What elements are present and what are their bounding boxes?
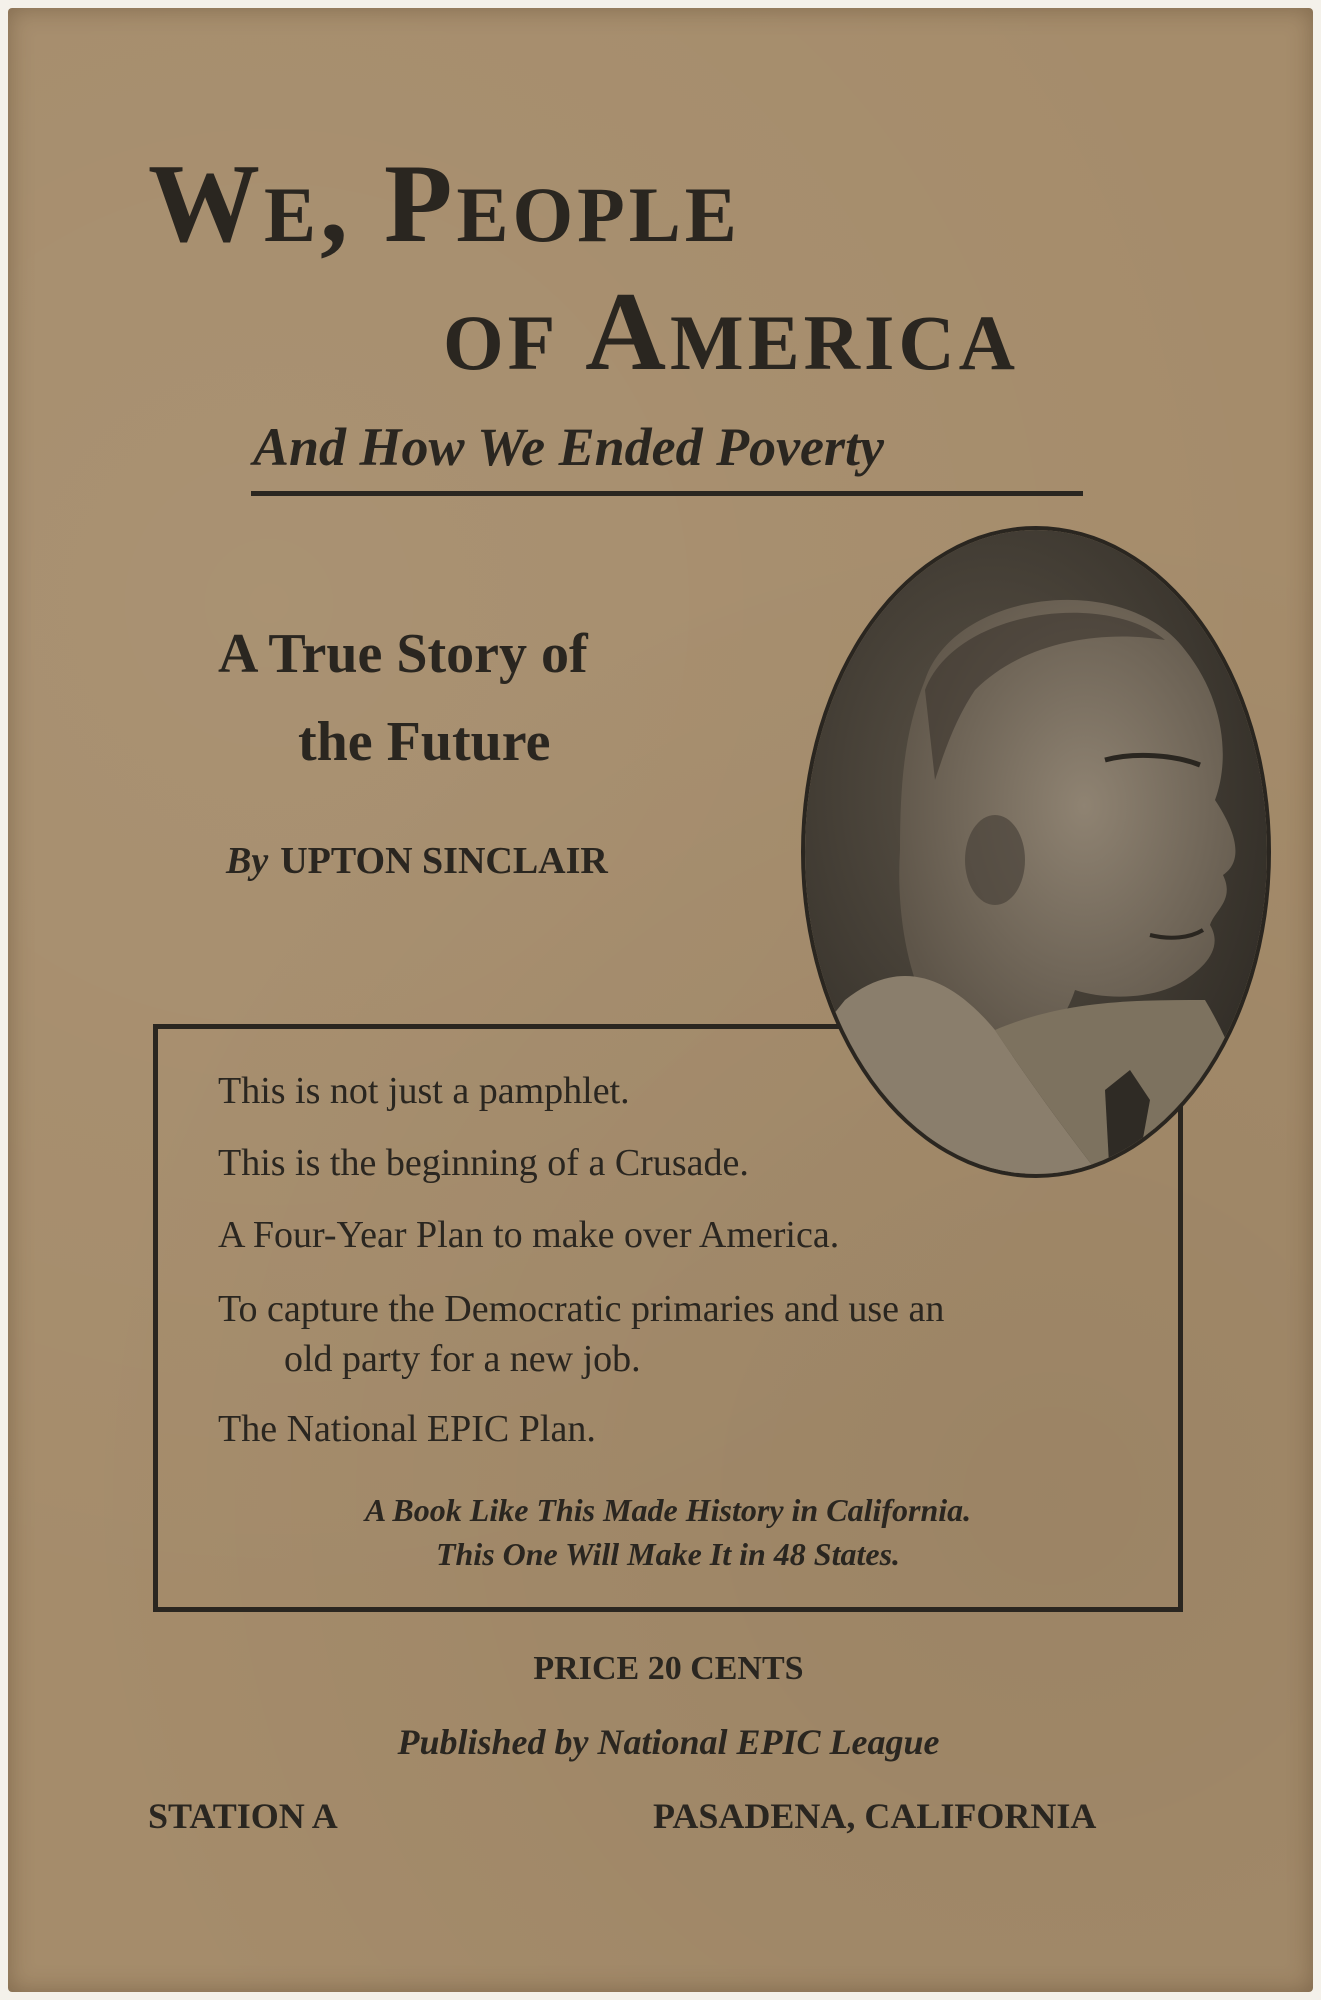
box-quote-line-1: A Book Like This Made History in California. [364,1492,972,1528]
box-line-6: The National EPIC Plan. [218,1408,596,1450]
city: PASADENA, CALIFORNIA [653,1796,1097,1836]
byline-prefix: By [226,840,269,882]
title-line-1: We, People [148,142,741,266]
box-line-3: A Four-Year Plan to make over America. [218,1214,840,1256]
story-line-1: A True Story of [218,623,588,685]
box-line-1: This is not just a pamphlet. [218,1070,630,1112]
price: PRICE 20 CENTS [533,1650,804,1687]
publisher: Published by National EPIC League [397,1722,940,1762]
box-line-4: To capture the Democratic primaries and use an [218,1288,945,1330]
box-line-2: This is the beginning of a Crusade. [218,1142,749,1184]
author-portrait-icon [801,526,1271,1178]
subtitle-underline [251,491,1083,496]
box-quote-line-2: This One Will Make It in 48 States. [435,1536,901,1572]
portrait-illustration [805,530,1271,1178]
title-line-2: of America [443,270,1020,394]
byline [226,842,608,880]
story-line-2: the Future [298,711,551,773]
station: STATION A [148,1796,338,1836]
box-line-5: old party for a new job. [284,1338,641,1380]
author-name: UPTON SINCLAIR [280,840,608,882]
subtitle: And How We Ended Poverty [253,417,884,477]
pamphlet-cover [8,8,1313,1992]
